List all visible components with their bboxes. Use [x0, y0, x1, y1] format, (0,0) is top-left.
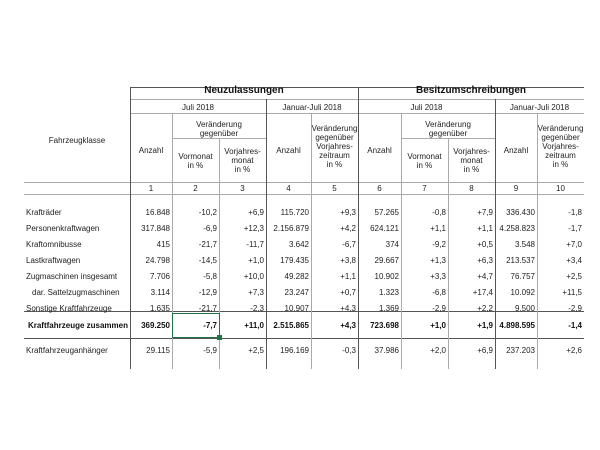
column-number: 5 [332, 184, 337, 193]
table-cell: +3,8 [340, 256, 356, 265]
table-cell: 723.698 [370, 321, 399, 330]
column-header-prev-year-month: monat [231, 156, 254, 165]
column-header-prev-year-month: in % [234, 165, 251, 174]
row-label: Lastkraftwagen [26, 256, 81, 265]
table-cell: -21,7 [198, 304, 217, 313]
table-cell: -6,9 [203, 224, 217, 233]
table-cell: 374 [385, 240, 399, 249]
table-cell: -0,8 [432, 208, 446, 217]
column-header-change: gegenüber [199, 129, 239, 138]
table-cell: +3,3 [430, 272, 446, 281]
table-cell: 3.548 [514, 240, 535, 249]
rule-colnum-bottom [24, 194, 584, 195]
rule-total-bottom [24, 338, 584, 339]
table-cell: -2,3 [250, 304, 264, 313]
row-label: dar. Sattelzugmaschinen [32, 288, 120, 297]
table-cell: +4,7 [477, 272, 493, 281]
column-number: 6 [377, 184, 382, 193]
column-header-prev-year-period: zeitraum [319, 151, 350, 160]
table-cell: 179.435 [280, 256, 309, 265]
table-cell: +10,0 [243, 272, 264, 281]
table-cell: -11,7 [246, 240, 264, 249]
table-cell: +6,9 [477, 346, 493, 355]
row-label: Kraftfahrzeuge zusammen [27, 321, 128, 330]
table-cell: -2,9 [568, 304, 582, 313]
column-header-count: Anzahl [276, 146, 301, 155]
table-cell: 29.115 [146, 346, 170, 355]
table-cell: +7,3 [248, 288, 264, 297]
column-number: 2 [193, 184, 198, 193]
table-cell: 336.430 [506, 208, 535, 217]
table-cell: 23.247 [284, 288, 309, 297]
table-cell: +11,5 [562, 288, 582, 297]
table-cell: +7,0 [566, 240, 582, 249]
table-cell: 115.720 [280, 208, 309, 217]
table-cell: 29.667 [374, 256, 399, 265]
column-header-prev-year-month: in % [463, 165, 480, 174]
table-cell: 10.907 [284, 304, 309, 313]
active-cell-selection[interactable] [172, 313, 220, 338]
table-cell: +2,5 [248, 346, 264, 355]
table-cell: 10.092 [510, 288, 535, 297]
table-cell: +2,2 [477, 304, 493, 313]
table-cell: +11,0 [244, 321, 264, 330]
table-cell: +2,5 [566, 272, 582, 281]
table-cell: +7,9 [477, 208, 493, 217]
column-number: 7 [422, 184, 427, 193]
table-cell: +12,3 [243, 224, 264, 233]
row-label: Sonstige Kraftfahrzeuge [26, 304, 112, 313]
fill-handle[interactable] [217, 335, 222, 340]
column-header-prev-month: Vormonat [407, 152, 442, 161]
table-cell: 237.203 [506, 346, 535, 355]
table-cell: +1,3 [430, 256, 446, 265]
table-cell: -12,9 [198, 288, 217, 297]
column-header-prev-year-period: in % [326, 160, 343, 169]
group-title-stock: Besitzumschreibungen [415, 85, 527, 96]
table-cell: -1,4 [568, 321, 582, 330]
column-header-prev-year-period: Vorjahres- [542, 142, 579, 151]
statistics-table [24, 70, 584, 360]
table-cell: +1,1 [477, 224, 493, 233]
row-label: Kraftomnibusse [26, 240, 82, 249]
column-header-change: gegenüber [428, 129, 468, 138]
column-header-prev-year-period: zeitraum [545, 151, 576, 160]
table-cell: 1.369 [378, 304, 399, 313]
table-cell: +17,4 [472, 288, 493, 297]
table-cell: -9,2 [432, 240, 446, 249]
table-cell: +9,3 [340, 208, 356, 217]
table-cell: +4,2 [340, 224, 356, 233]
table-cell: +1,0 [430, 321, 446, 330]
column-header-prev-year-month: monat [460, 156, 483, 165]
column-header-prev-year-period: in % [552, 160, 569, 169]
table-cell: 10.902 [374, 272, 399, 281]
column-header-count: Anzahl [138, 146, 164, 155]
table-cell: +1,0 [248, 256, 264, 265]
period-month-stock: Juli 2018 [410, 103, 443, 112]
column-header-change: Veränderung [196, 120, 242, 129]
table-cell: +1,1 [430, 224, 446, 233]
table-cell: +0,7 [340, 288, 356, 297]
rule-colnum-top [24, 182, 584, 183]
table-cell: +6,9 [248, 208, 264, 217]
table-cell: +6,3 [477, 256, 493, 265]
row-label: Krafträder [26, 208, 62, 217]
column-header-prev-year-month: Vorjahres- [453, 147, 490, 156]
column-header-change-ytd: Veränderung [311, 124, 358, 133]
table-cell: +4,3 [340, 321, 356, 330]
table-cell: -6,7 [342, 240, 356, 249]
column-header-prev-month: Vormonat [178, 152, 213, 161]
column-number: 8 [469, 184, 474, 193]
column-header-change: Veränderung [425, 120, 471, 129]
rule-period [130, 113, 584, 114]
column-number: 3 [240, 184, 245, 193]
column-number: 9 [513, 184, 519, 193]
column-header-count: Anzahl [503, 146, 529, 155]
column-header-change-ytd: gegenüber [315, 133, 354, 142]
row-label: Zugmaschinen insgesamt [26, 272, 118, 281]
column-header-count: Anzahl [367, 146, 392, 155]
period-ytd-new: Januar-Juli 2018 [282, 103, 342, 112]
table-cell: -6,8 [432, 288, 446, 297]
table-cell: 7.706 [149, 272, 170, 281]
table-cell: -5,8 [203, 272, 217, 281]
table-cell: 317.848 [141, 224, 170, 233]
table-cell: 196.169 [280, 346, 309, 355]
column-header-change-ytd: Veränderung [537, 124, 584, 133]
column-number: 10 [556, 184, 565, 193]
table-cell: 4.258.823 [499, 224, 535, 233]
column-header-prev-year-period: Vorjahres- [316, 142, 353, 151]
column-header-prev-month: in % [416, 161, 433, 170]
table-cell: 3.114 [150, 288, 170, 297]
table-cell: 24.798 [145, 256, 170, 265]
row-label: Kraftfahrzeuganhänger [26, 346, 108, 355]
table-cell: +0,5 [477, 240, 493, 249]
table-cell: -14,5 [198, 256, 217, 265]
table-cell: -7,7 [203, 321, 217, 330]
table-cell: 2.156.879 [273, 224, 309, 233]
table-cell: +1,9 [477, 321, 493, 330]
table-cell: -5,9 [203, 346, 217, 355]
column-header-prev-year-month: Vorjahres- [224, 147, 261, 156]
table-cell: 76.757 [510, 272, 535, 281]
table-cell: 3.642 [288, 240, 309, 249]
group-title-new: Neuzulassungen [204, 85, 284, 96]
table-cell: -2,9 [432, 304, 446, 313]
table-cell: 213.537 [506, 256, 535, 265]
table-cell: 49.282 [284, 272, 309, 281]
table-cell: +3,4 [566, 256, 582, 265]
table-cell: 369.250 [141, 321, 170, 330]
table-cell: +2,6 [566, 346, 582, 355]
table-cell: +4,3 [340, 304, 356, 313]
column-header-vehicle-class: Fahrzeugklasse [48, 136, 106, 145]
column-header-prev-month: in % [187, 161, 204, 170]
table-cell: +1,1 [340, 272, 356, 281]
table-cell: 2.515.865 [273, 321, 309, 330]
table-cell: 16.848 [145, 208, 170, 217]
column-header-change-ytd: gegenüber [541, 133, 580, 142]
row-label: Personenkraftwagen [26, 224, 100, 233]
table-cell: 57.265 [374, 208, 399, 217]
table-cell: -1,8 [568, 208, 582, 217]
period-month-new: Juli 2018 [181, 103, 215, 112]
table-cell: 37.986 [374, 346, 399, 355]
table-cell: -21,7 [198, 240, 217, 249]
table-cell: 9.500 [514, 304, 535, 313]
column-number: 4 [286, 184, 291, 193]
table-cell: 1.635 [149, 304, 170, 313]
table-cell: +2,0 [430, 346, 446, 355]
table-cell: 624.121 [370, 224, 399, 233]
rule-group [130, 99, 584, 100]
table-cell: 415 [156, 240, 170, 249]
table-cell: -10,2 [198, 208, 217, 217]
table-cell: -0,3 [342, 346, 356, 355]
table-cell: 4.898.595 [499, 321, 535, 330]
table-cell: -1,7 [568, 224, 582, 233]
column-number: 1 [148, 184, 154, 193]
period-ytd-stock: Januar-Juli 2018 [509, 103, 570, 112]
table-cell: 1.323 [378, 288, 399, 297]
